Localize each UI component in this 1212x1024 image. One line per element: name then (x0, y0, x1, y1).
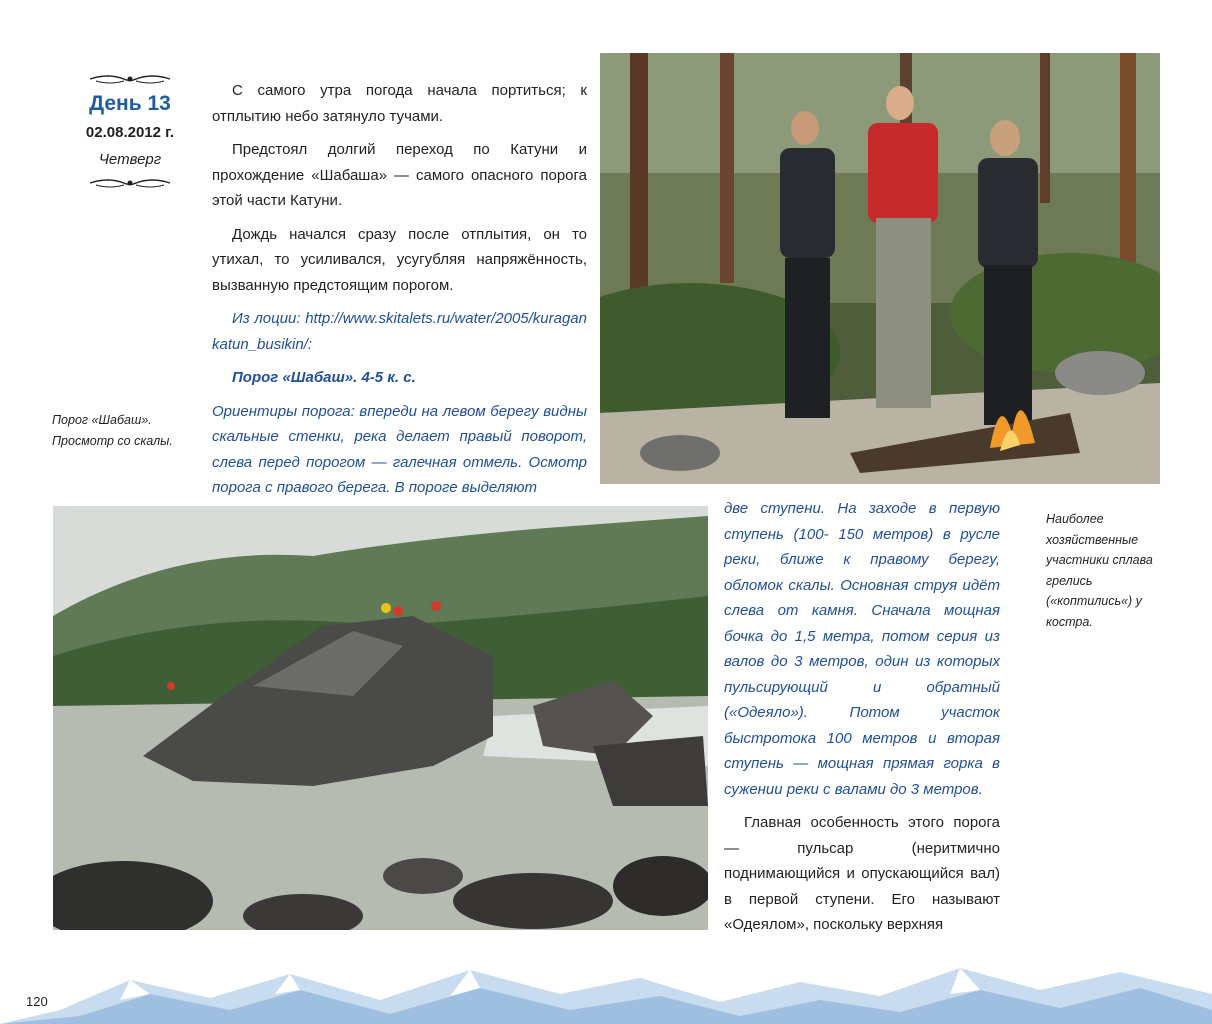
caption-fire-photo: Наиболее хозяйственные участники сплава грелись («коптились«) у костра. (1046, 512, 1153, 629)
ornament-bottom-icon (88, 176, 172, 190)
day-date: 02.08.2012 г. (85, 124, 175, 141)
paragraph-steps: две ступени. На заходе в первую ступень (100- 150 метров) в русле реки, ближе к правому берегу, обломок скалы. Основная струя идёт слева от камня. Сначала мощная бочка до 1,5 метра, потом серия из валов до 3 метров, один из которых пульсирующий и обратный («Одеяло»). Потом участок быстротока 100 метров и вторая ступень — мощная прямая горка в сужении реки с валами до 3 метров. (724, 500, 1000, 798)
photo-campfire (600, 53, 1160, 484)
footer-mountains-decoration (0, 960, 1212, 1024)
day-weekday: Четверг (98, 151, 162, 168)
day-title: День 13 (89, 92, 171, 115)
paragraph-transit: Предстоял долгий переход по Катуни и прохождение «Шабаша» — самого опасного порога этой части Катуни. (212, 141, 587, 209)
paragraph-landmarks: Ориентиры порога: впереди на левом берегу видны скальные стенки, река делает правый поворот, слева перед порогом — галечная отмель. Осмотр порога с правого берега. В пороге выделяют (212, 402, 587, 496)
page-number: 120 (26, 994, 48, 1009)
paragraph-source-link: Из лоции: http://www.skitalets.ru/water/2005/kuragankatun_busikin/: (212, 310, 587, 353)
ornament-top-icon (88, 72, 172, 86)
photo-rapid-rock (53, 506, 708, 930)
day-header (52, 72, 208, 190)
paragraph-rain: Дождь начался сразу после отплытия, он то утихал, то усиливался, усугубляя напряжённость, вызванную предстоящим порогом. (212, 225, 587, 294)
paragraph-rapid-heading: Порог «Шабаш». 4-5 к. с. (232, 369, 416, 386)
paragraph-weather: С самого утра погода начала портиться; к отплытию небо затянуло тучами. (212, 82, 587, 125)
paragraph-pulsar: Главная особенность этого порога — пульсар (неритмично поднимающийся и опускающийся вал) в первой ступени. Его называют «Одеялом», поскольку верхняя (724, 814, 1000, 933)
caption-rock-photo: Порог «Шабаш». Просмотр со скалы. (52, 413, 173, 448)
secondary-text-column (724, 496, 1000, 946)
main-text-column (212, 78, 587, 509)
